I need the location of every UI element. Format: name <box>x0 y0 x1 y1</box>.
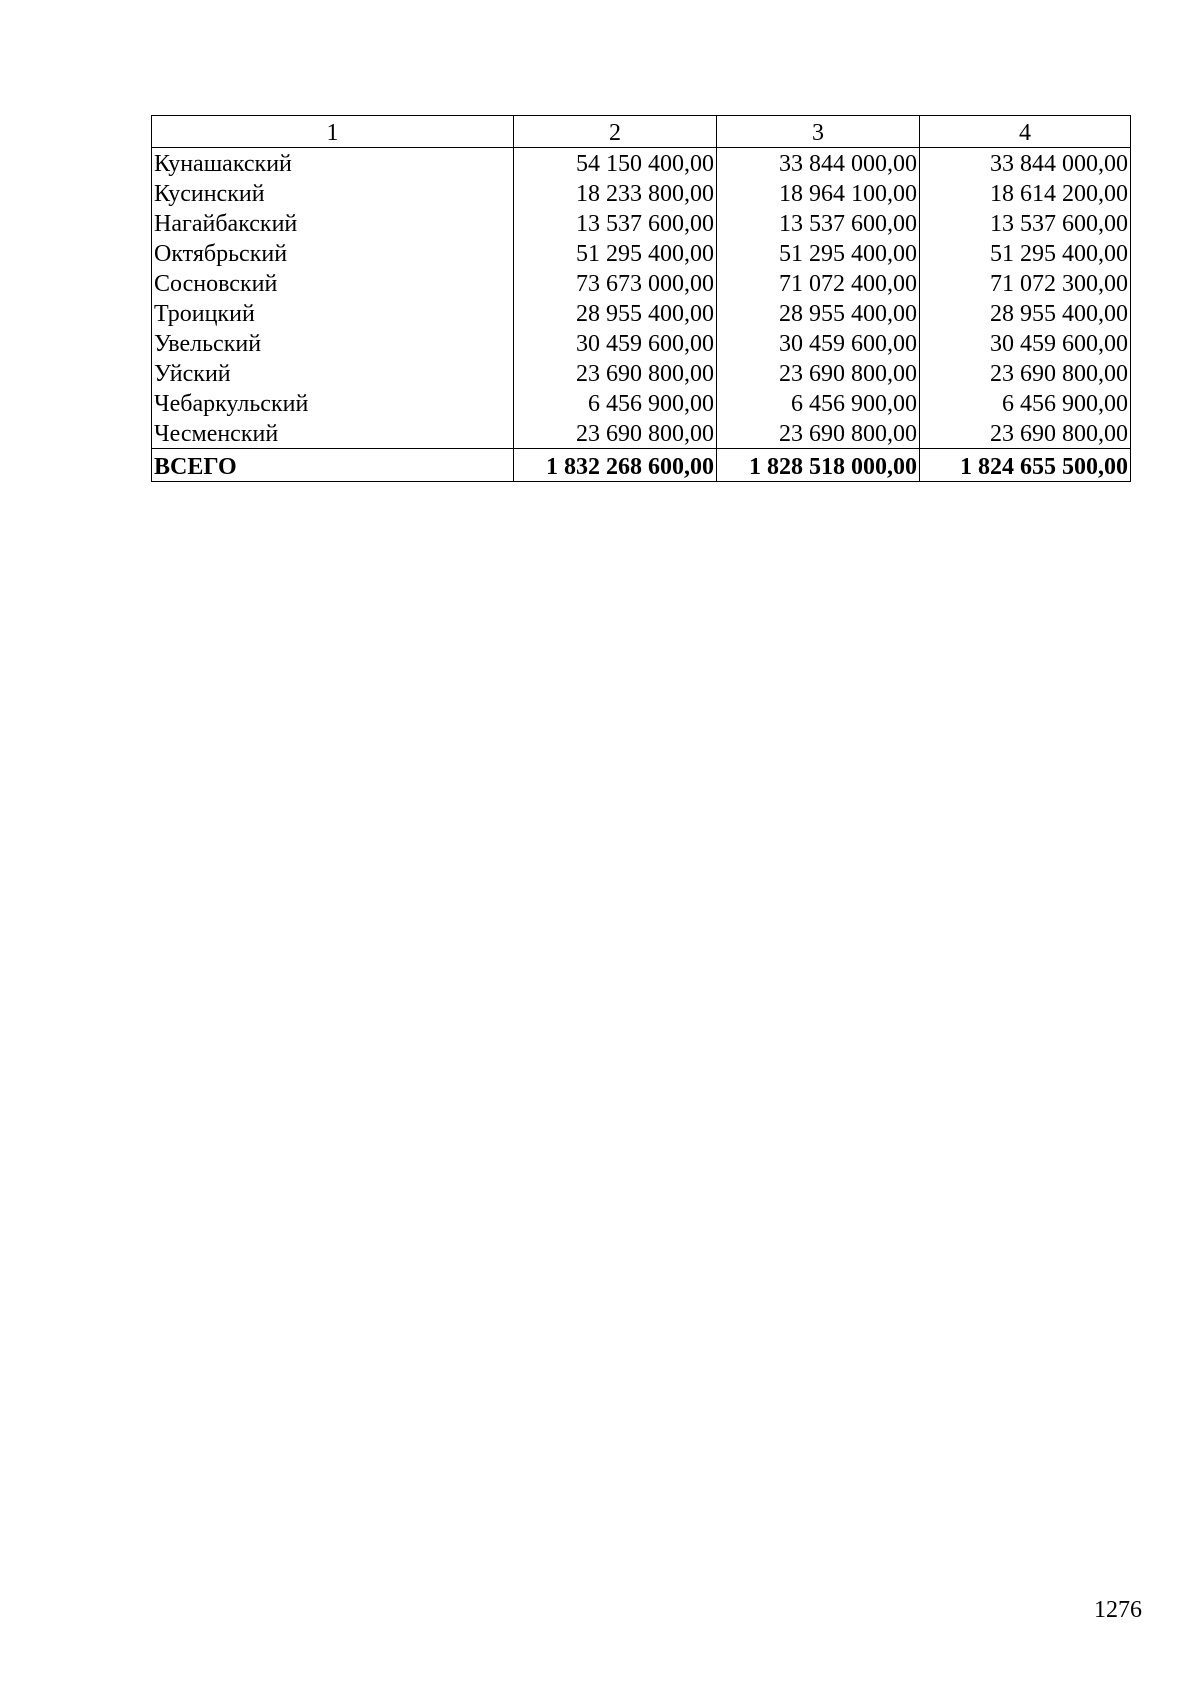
column-header: 3 <box>717 116 920 148</box>
amount-cell: 71 072 300,00 <box>920 268 1131 298</box>
budget-table <box>151 115 1131 482</box>
table-row <box>152 298 1131 328</box>
table-row <box>152 238 1131 268</box>
amount-cell: 23 690 800,00 <box>717 418 920 449</box>
table-row <box>152 148 1131 179</box>
amount-cell: 6 456 900,00 <box>920 388 1131 418</box>
district-name: Кунашакский <box>152 148 514 179</box>
amount-cell: 30 459 600,00 <box>717 328 920 358</box>
amount-cell: 13 537 600,00 <box>514 208 717 238</box>
district-name: Чебаркульский <box>152 388 514 418</box>
amount-cell: 23 690 800,00 <box>717 358 920 388</box>
amount-cell: 71 072 400,00 <box>717 268 920 298</box>
district-name: Чесменский <box>152 418 514 449</box>
table-row <box>152 208 1131 238</box>
total-amount-cell: 1 824 655 500,00 <box>920 449 1131 482</box>
district-name: Нагайбакский <box>152 208 514 238</box>
amount-cell: 33 844 000,00 <box>920 148 1131 179</box>
amount-cell: 28 955 400,00 <box>920 298 1131 328</box>
amount-cell: 51 295 400,00 <box>717 238 920 268</box>
district-name: Октябрьский <box>152 238 514 268</box>
amount-cell: 23 690 800,00 <box>514 358 717 388</box>
amount-cell: 51 295 400,00 <box>920 238 1131 268</box>
total-label: ВСЕГО <box>152 449 514 482</box>
table-header-row <box>152 116 1131 148</box>
amount-cell: 73 673 000,00 <box>514 268 717 298</box>
column-header: 4 <box>920 116 1131 148</box>
table-row <box>152 178 1131 208</box>
total-amount-cell: 1 828 518 000,00 <box>717 449 920 482</box>
amount-cell: 28 955 400,00 <box>717 298 920 328</box>
column-header: 2 <box>514 116 717 148</box>
district-name: Уйский <box>152 358 514 388</box>
district-name: Увельский <box>152 328 514 358</box>
table-row <box>152 418 1131 449</box>
amount-cell: 51 295 400,00 <box>514 238 717 268</box>
amount-cell: 13 537 600,00 <box>717 208 920 238</box>
amount-cell: 30 459 600,00 <box>514 328 717 358</box>
amount-cell: 33 844 000,00 <box>717 148 920 179</box>
table-row <box>152 268 1131 298</box>
amount-cell: 13 537 600,00 <box>920 208 1131 238</box>
amount-cell: 30 459 600,00 <box>920 328 1131 358</box>
amount-cell: 28 955 400,00 <box>514 298 717 328</box>
total-amount-cell: 1 832 268 600,00 <box>514 449 717 482</box>
amount-cell: 23 690 800,00 <box>920 358 1131 388</box>
district-name: Сосновский <box>152 268 514 298</box>
amount-cell: 54 150 400,00 <box>514 148 717 179</box>
amount-cell: 23 690 800,00 <box>920 418 1131 449</box>
column-header: 1 <box>152 116 514 148</box>
district-name: Кусинский <box>152 178 514 208</box>
table-row <box>152 328 1131 358</box>
total-row <box>152 449 1131 482</box>
amount-cell: 6 456 900,00 <box>717 388 920 418</box>
district-name: Троицкий <box>152 298 514 328</box>
amount-cell: 18 964 100,00 <box>717 178 920 208</box>
amount-cell: 6 456 900,00 <box>514 388 717 418</box>
page-number: 1276 <box>1094 1597 1142 1623</box>
amount-cell: 23 690 800,00 <box>514 418 717 449</box>
table-row <box>152 358 1131 388</box>
table-row <box>152 388 1131 418</box>
amount-cell: 18 233 800,00 <box>514 178 717 208</box>
amount-cell: 18 614 200,00 <box>920 178 1131 208</box>
